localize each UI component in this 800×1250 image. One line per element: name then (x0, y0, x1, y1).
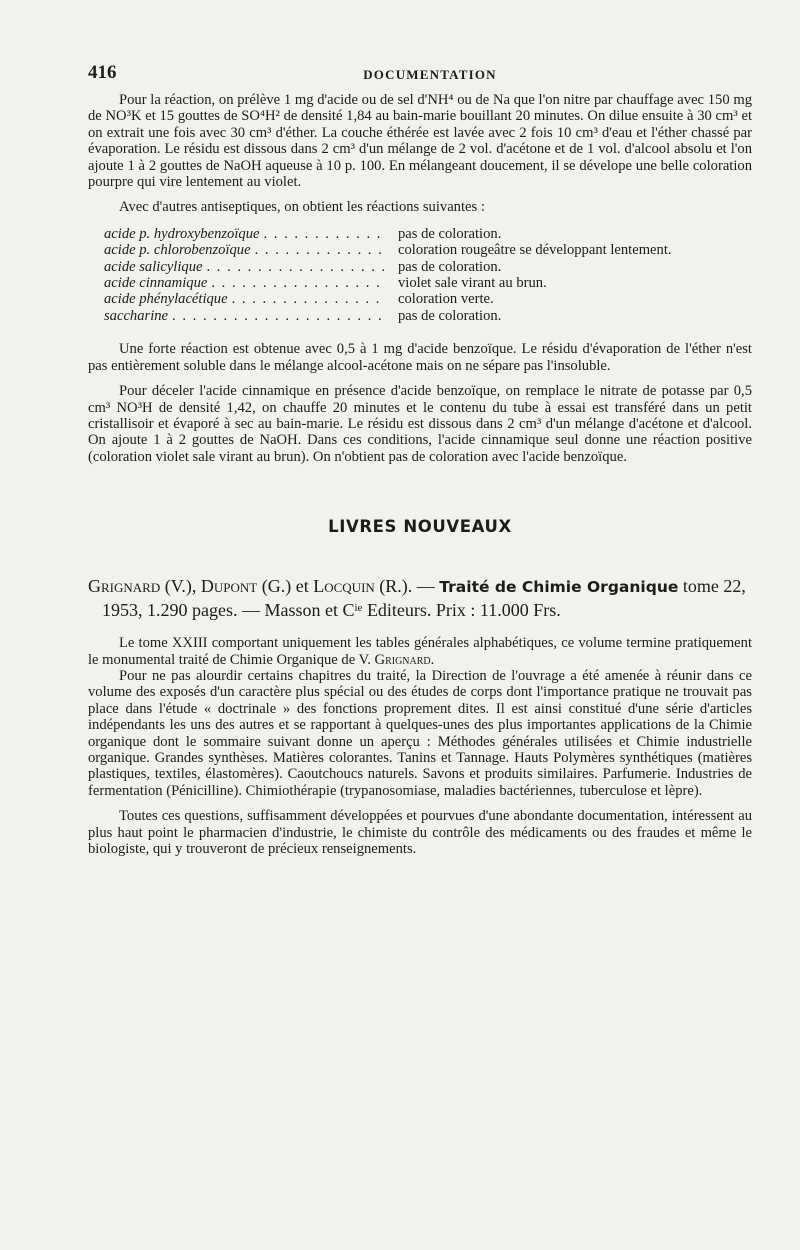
reaction-acid: acide cinnamique (104, 275, 208, 292)
reaction-row (104, 291, 754, 307)
author-initial: (G.) et (261, 576, 314, 597)
book-title: Traité de Chimie Organique (439, 578, 679, 597)
reaction-acid: acide phénylacétique (104, 291, 228, 308)
reaction-result: violet sale virant au brun. (398, 275, 547, 292)
section-title: LIVRES NOUVEAUX (328, 517, 512, 537)
reaction-row (104, 226, 754, 242)
book-details: tome 22, 1953, 1.290 pages. — Masson et C (102, 576, 746, 621)
reaction-result: pas de coloration. (398, 307, 502, 324)
paragraph-cinnamic-detection: Pour déceler l'acide cinnamique en présence d'acide benzoïque, on remplace le nitrate de potasse par 0,5 cm³ NO³H de densité 1,42, on chauffe 20 minutes et le contenu du tube à essai est transféré dans un petit cristallisoir et évaporé à sec au bain-marie. Le résidu est dissous dans 2 cm³ d'un mélange d'acétone et d'alcool. On ajoute 1 à 2 gouttes de NaOH. Dans ces conditions, l'acide cinnamique seul donne une réaction positive (coloration violet sale virant au brun). On n'obtient pas de coloration avec l'acide benzoïque. (88, 383, 752, 465)
intro-paragraph-1: Pour la réaction, on prélève 1 mg d'acide ou de sel d'NH⁴ ou de Na que l'on nitre par chauffage avec 150 mg de NO³K et 15 gouttes de SO⁴H² de densité 1,84 au bain-marie bouillant 20 minutes. On dilue ensuite à 30 cm³ et on extrait une fois avec 30 cm³ d'éther. La couche éthérée est lavée avec 2 fois 10 cm³ d'eau et l'éther chassé par évaporation. Le résidu est dissous dans 2 cm³ d'un mélange de 2 vol. d'acétone et de 1 vol. d'alcool absolu et l'on ajoute 1 à 2 gouttes de NaOH aqueuse à 10 p. 100. En mélangeant doucement, il se dévelope une belle coloration pourpre qui vire lentement au violet. (88, 92, 752, 191)
author-name: Grignard (88, 576, 161, 597)
author-name: Dupont (200, 576, 258, 597)
reaction-row (104, 242, 754, 258)
book-reference (88, 576, 752, 621)
leader-dots (228, 291, 384, 307)
reaction-result: coloration verte. (398, 291, 494, 308)
review-paragraph-2: Pour ne pas alourdir certains chapitres du traité, la Direction de l'ouvrage a été amenée à réunir dans ce volume des exposés d'un caractère plus spécial ou des études de corps dont l'importance pratique ne trouvait pas place dans l'étude « doctrinale » des fonctions proprement dites. Il est ainsi constitué d'une série d'articles indépendants les uns des autres et se rapportant à quelques-unes des plus importantes applications de la Chimie organique dont le sommaire suivant donne un aperçu : Méthodes générales utilisées et Chimie industrielle organique. Grandes synthèses. Matières colorantes. Tanins et Tannage. Hauts Polymères synthétiques (matières plastiques, textiles, élastomères). Caoutchoucs naturels. Savons et produits similaires. Parfumerie. Industries de fermentation (Pénicilline). Chimiothérapie (trypanosomiase, maladies bactériennes, tuberculose et lèpre). (88, 667, 752, 799)
page-header (88, 62, 752, 92)
book-details-end: Editeurs. Prix : 11.000 Frs. (362, 600, 561, 621)
author-initial: (V.), (164, 576, 201, 597)
review-author-name: Grignard (374, 651, 431, 668)
leader-dots (207, 275, 384, 291)
review-paragraph-3: Toutes ces questions, suffisamment développées et pourvues d'une abondante documentation, intéressent au plus haut point le pharmacien d'industrie, le chimiste du contrôle des médicaments ou des fraudes et même le biologiste, qui y trouveront de précieux renseignements. (88, 808, 752, 857)
book-details-superscript: ie (354, 602, 363, 615)
reaction-acid: acide p. hydroxybenzoïque (104, 225, 260, 242)
reaction-row (104, 275, 754, 291)
page (88, 62, 752, 857)
review-paragraph-1-text: Le tome XXIII comportant uniquement les tables générales alphabétiques, ce volume termine pratiquement le monumental traité de Chimie Organique de V. (88, 635, 752, 668)
reaction-acid: saccharine (104, 307, 169, 324)
author-initial: (R.). — (379, 576, 440, 597)
leader-dots (251, 242, 384, 258)
reaction-result: pas de coloration. (398, 258, 502, 275)
review-paragraph-1 (88, 635, 752, 668)
leader-dots (259, 226, 384, 242)
reaction-acid: acide salicylique (104, 258, 203, 275)
reaction-result: coloration rougeâtre se développant lentement. (398, 242, 672, 259)
author-name: Locquin (313, 576, 375, 597)
reaction-result: pas de coloration. (398, 225, 502, 242)
page-number: 416 (88, 62, 117, 83)
book-review (88, 635, 752, 857)
leader-dots (168, 308, 384, 324)
reaction-row (104, 259, 754, 275)
intro-paragraph-2: Avec d'autres antiseptiques, on obtient les réactions suivantes : (119, 199, 485, 216)
leader-dots (202, 259, 384, 275)
running-head: DOCUMENTATION (363, 67, 497, 82)
paragraph-benzoic-reaction: Une forte réaction est obtenue avec 0,5 à 1 mg d'acide benzoïque. Le résidu d'évaporation de l'éther n'est pas entièrement soluble dans le mélange alcool-acétone mais on ne sépare pas l'insoluble. (88, 341, 752, 374)
review-paragraph-1-end: . (430, 651, 435, 668)
reaction-row (104, 308, 754, 324)
reaction-acid: acide p. chlorobenzoïque (104, 242, 251, 259)
reactions-table (104, 226, 754, 324)
